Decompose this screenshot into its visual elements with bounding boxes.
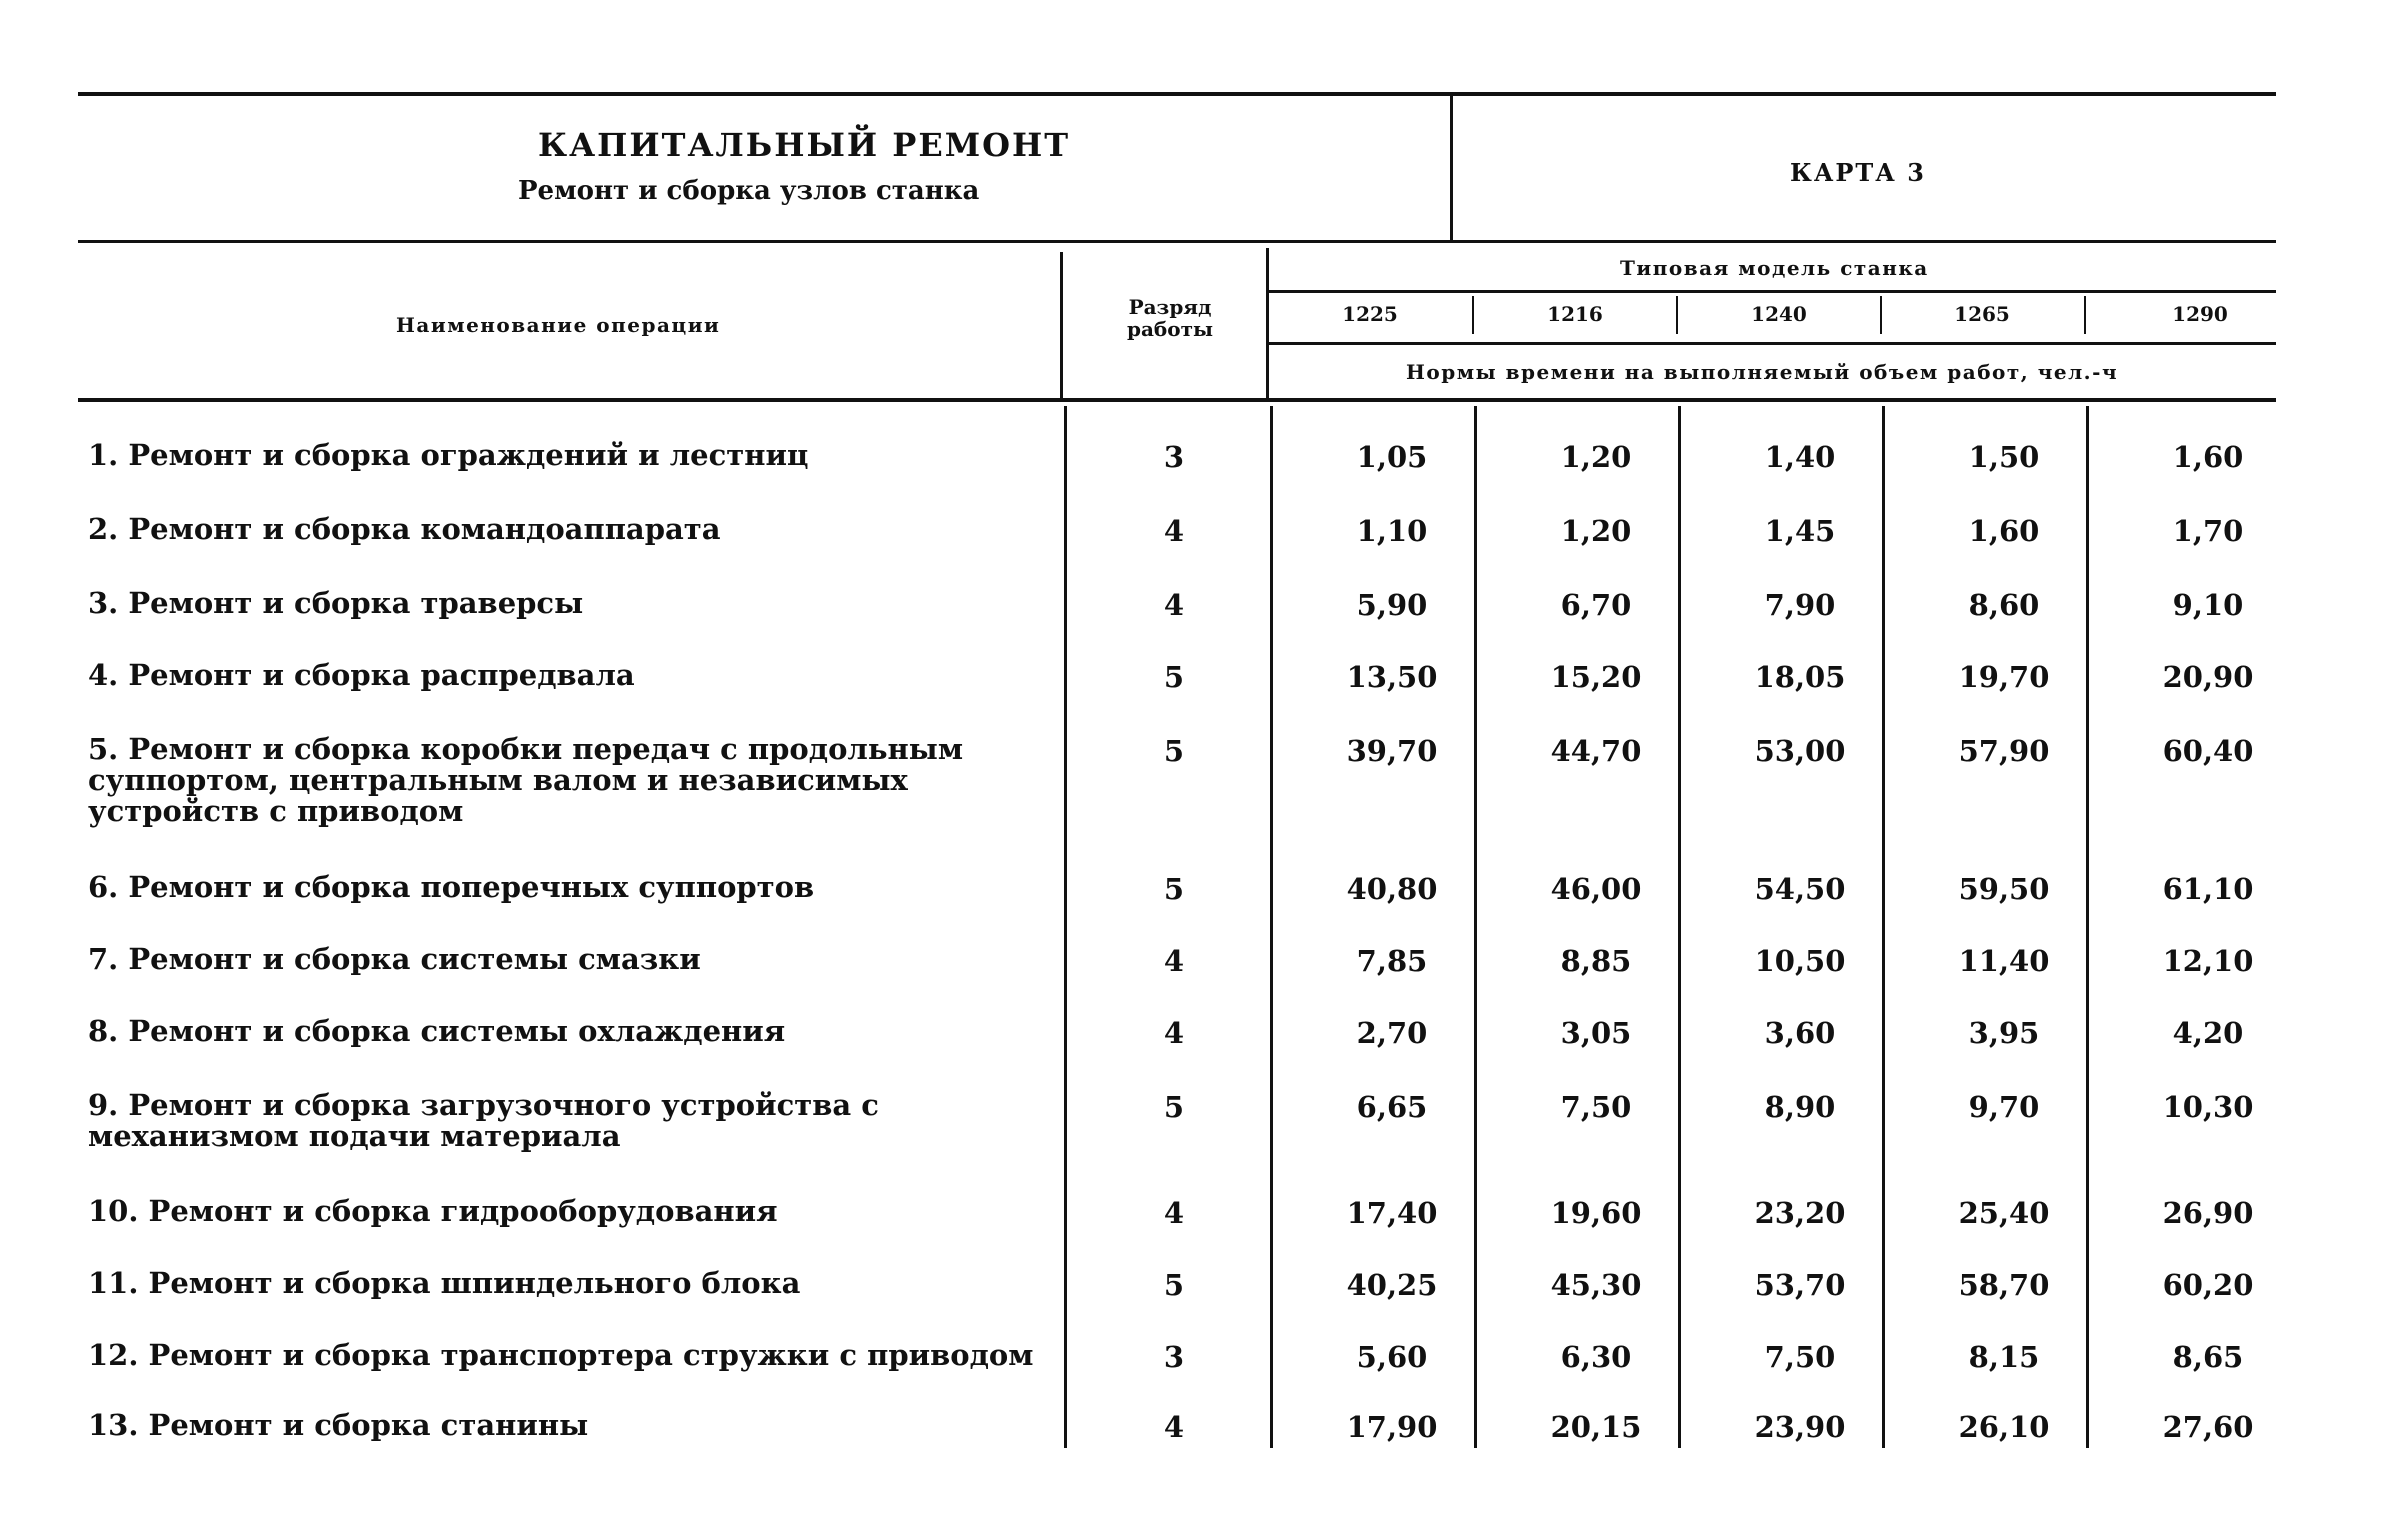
- work-rank: 4: [1163, 944, 1185, 978]
- page-title: КАПИТАЛЬНЫЙ РЕМОНТ: [538, 126, 1071, 164]
- header-bottom-rule: [78, 240, 2276, 243]
- time-norm: 13,50: [1346, 660, 1438, 694]
- time-norm: 1,70: [2172, 514, 2244, 548]
- time-norm: 1,60: [2172, 440, 2244, 474]
- operation-name: 12. Ремонт и сборка транспортера стружки с приводом: [88, 1338, 1034, 1372]
- model-header: 1265: [1954, 302, 2010, 326]
- model-header: 1290: [2172, 302, 2228, 326]
- body-divider-2: [1678, 406, 1681, 1448]
- card-number: КАРТА 3: [1790, 158, 1926, 187]
- operation-name: 11. Ремонт и сборка шпиндельного блока: [88, 1266, 801, 1300]
- time-norm: 7,85: [1356, 944, 1428, 978]
- work-rank: 5: [1163, 872, 1185, 906]
- time-norm: 19,60: [1550, 1196, 1642, 1230]
- time-norm: 12,10: [2162, 944, 2254, 978]
- time-norm: 1,45: [1764, 514, 1836, 548]
- time-norm: 8,85: [1560, 944, 1632, 978]
- model-numbers-rule: [1268, 342, 2276, 345]
- body-divider-4: [2086, 406, 2089, 1448]
- time-norm: 6,65: [1356, 1090, 1428, 1124]
- time-norm: 2,70: [1356, 1016, 1428, 1050]
- time-norm: 19,70: [1958, 660, 2050, 694]
- time-norm: 6,70: [1560, 588, 1632, 622]
- column-header-rank: [1090, 296, 1250, 340]
- time-norm: 1,60: [1968, 514, 2040, 548]
- body-divider-3: [1882, 406, 1885, 1448]
- time-norm: 27,60: [2162, 1410, 2254, 1444]
- time-norm: 17,90: [1346, 1410, 1438, 1444]
- model-sep-1: [1472, 296, 1474, 334]
- time-norm: 8,90: [1764, 1090, 1836, 1124]
- operation-name: 7. Ремонт и сборка системы смазки: [88, 942, 701, 976]
- model-group-rule: [1268, 290, 2276, 293]
- body-divider-1: [1474, 406, 1477, 1448]
- column-header-norms: Нормы времени на выполняемый объем работ, чел.-ч: [1406, 360, 2119, 384]
- column-header-model-group: Типовая модель станка: [1620, 256, 1929, 280]
- time-norm: 60,20: [2162, 1268, 2254, 1302]
- time-norm: 11,40: [1958, 944, 2050, 978]
- work-rank: 4: [1163, 1410, 1185, 1444]
- model-header: 1225: [1342, 302, 1398, 326]
- operation-name: 3. Ремонт и сборка траверсы: [88, 586, 584, 620]
- time-norm: 10,30: [2162, 1090, 2254, 1124]
- time-norm: 54,50: [1754, 872, 1846, 906]
- time-norm: 23,90: [1754, 1410, 1846, 1444]
- time-norm: 17,40: [1346, 1196, 1438, 1230]
- time-norm: 57,90: [1958, 734, 2050, 768]
- time-norm: 1,20: [1560, 514, 1632, 548]
- time-norm: 10,50: [1754, 944, 1846, 978]
- col-divider-rank: [1266, 248, 1269, 398]
- time-norm: 46,00: [1550, 872, 1642, 906]
- operation-name: 9. Ремонт и сборка загрузочного устройства с механизмом подачи материала: [88, 1088, 879, 1153]
- model-header: 1240: [1751, 302, 1807, 326]
- time-norm: 45,30: [1550, 1268, 1642, 1302]
- work-rank: 5: [1163, 734, 1185, 768]
- time-norm: 8,65: [2172, 1340, 2244, 1374]
- time-norm: 1,40: [1764, 440, 1836, 474]
- time-norm: 58,70: [1958, 1268, 2050, 1302]
- time-norm: 40,80: [1346, 872, 1438, 906]
- column-header-bottom-rule: [78, 398, 2276, 402]
- time-norm: 25,40: [1958, 1196, 2050, 1230]
- time-norm: 26,10: [1958, 1410, 2050, 1444]
- time-norm: 44,70: [1550, 734, 1642, 768]
- work-rank: 3: [1163, 440, 1185, 474]
- time-norm: 3,95: [1968, 1016, 2040, 1050]
- time-norm: 53,70: [1754, 1268, 1846, 1302]
- time-norm: 5,90: [1356, 588, 1428, 622]
- time-norm: 1,05: [1356, 440, 1428, 474]
- operation-name: 13. Ремонт и сборка станины: [88, 1408, 589, 1442]
- time-norm: 8,60: [1968, 588, 2040, 622]
- time-norm: 1,50: [1968, 440, 2040, 474]
- time-norm: 7,50: [1764, 1340, 1836, 1374]
- time-norm: 1,10: [1356, 514, 1428, 548]
- time-norm: 9,70: [1968, 1090, 2040, 1124]
- time-norm: 26,90: [2162, 1196, 2254, 1230]
- time-norm: 59,50: [1958, 872, 2050, 906]
- operation-name: 5. Ремонт и сборка коробки передач с продольным суппортом, центральным валом и независимых устройств с приводом: [88, 732, 964, 828]
- time-norm: 1,20: [1560, 440, 1632, 474]
- work-rank: 5: [1163, 1090, 1185, 1124]
- page-subtitle: Ремонт и сборка узлов станка: [518, 176, 980, 206]
- model-sep-4: [2084, 296, 2086, 334]
- time-norm: 15,20: [1550, 660, 1642, 694]
- time-norm: 18,05: [1754, 660, 1846, 694]
- operation-name: 2. Ремонт и сборка командоаппарата: [88, 512, 721, 546]
- time-norm: 20,15: [1550, 1410, 1642, 1444]
- body-divider-rank: [1270, 406, 1273, 1448]
- rank-header-line1: Разряд: [1128, 295, 1212, 319]
- work-rank: 5: [1163, 1268, 1185, 1302]
- operation-name: 6. Ремонт и сборка поперечных суппортов: [88, 870, 815, 904]
- operation-name: 1. Ремонт и сборка ограждений и лестниц: [88, 438, 809, 472]
- time-norm: 53,00: [1754, 734, 1846, 768]
- header-divider: [1450, 94, 1453, 240]
- work-rank: 4: [1163, 1016, 1185, 1050]
- model-header: 1216: [1547, 302, 1603, 326]
- model-sep-2: [1676, 296, 1678, 334]
- col-divider-op: [1060, 252, 1063, 398]
- time-norm: 4,20: [2172, 1016, 2244, 1050]
- time-norm: 6,30: [1560, 1340, 1632, 1374]
- model-sep-3: [1880, 296, 1882, 334]
- time-norm: 7,90: [1764, 588, 1836, 622]
- work-rank: 4: [1163, 1196, 1185, 1230]
- time-norm: 3,60: [1764, 1016, 1836, 1050]
- time-norm: 7,50: [1560, 1090, 1632, 1124]
- work-rank: 4: [1163, 514, 1185, 548]
- rank-header-line2: работы: [1126, 317, 1214, 341]
- operation-name: 10. Ремонт и сборка гидрооборудования: [88, 1194, 778, 1228]
- time-norm: 61,10: [2162, 872, 2254, 906]
- time-norm: 39,70: [1346, 734, 1438, 768]
- time-norm: 5,60: [1356, 1340, 1428, 1374]
- work-rank: 4: [1163, 588, 1185, 622]
- work-rank: 5: [1163, 660, 1185, 694]
- column-header-operation: Наименование операции: [396, 313, 721, 337]
- top-rule: [78, 92, 2276, 96]
- time-norm: 9,10: [2172, 588, 2244, 622]
- time-norm: 3,05: [1560, 1016, 1632, 1050]
- time-norm: 60,40: [2162, 734, 2254, 768]
- operation-name: 4. Ремонт и сборка распредвала: [88, 658, 635, 692]
- time-norm: 20,90: [2162, 660, 2254, 694]
- work-rank: 3: [1163, 1340, 1185, 1374]
- time-norm: 40,25: [1346, 1268, 1438, 1302]
- operation-name: 8. Ремонт и сборка системы охлаждения: [88, 1014, 786, 1048]
- time-norm: 23,20: [1754, 1196, 1846, 1230]
- time-norm: 8,15: [1968, 1340, 2040, 1374]
